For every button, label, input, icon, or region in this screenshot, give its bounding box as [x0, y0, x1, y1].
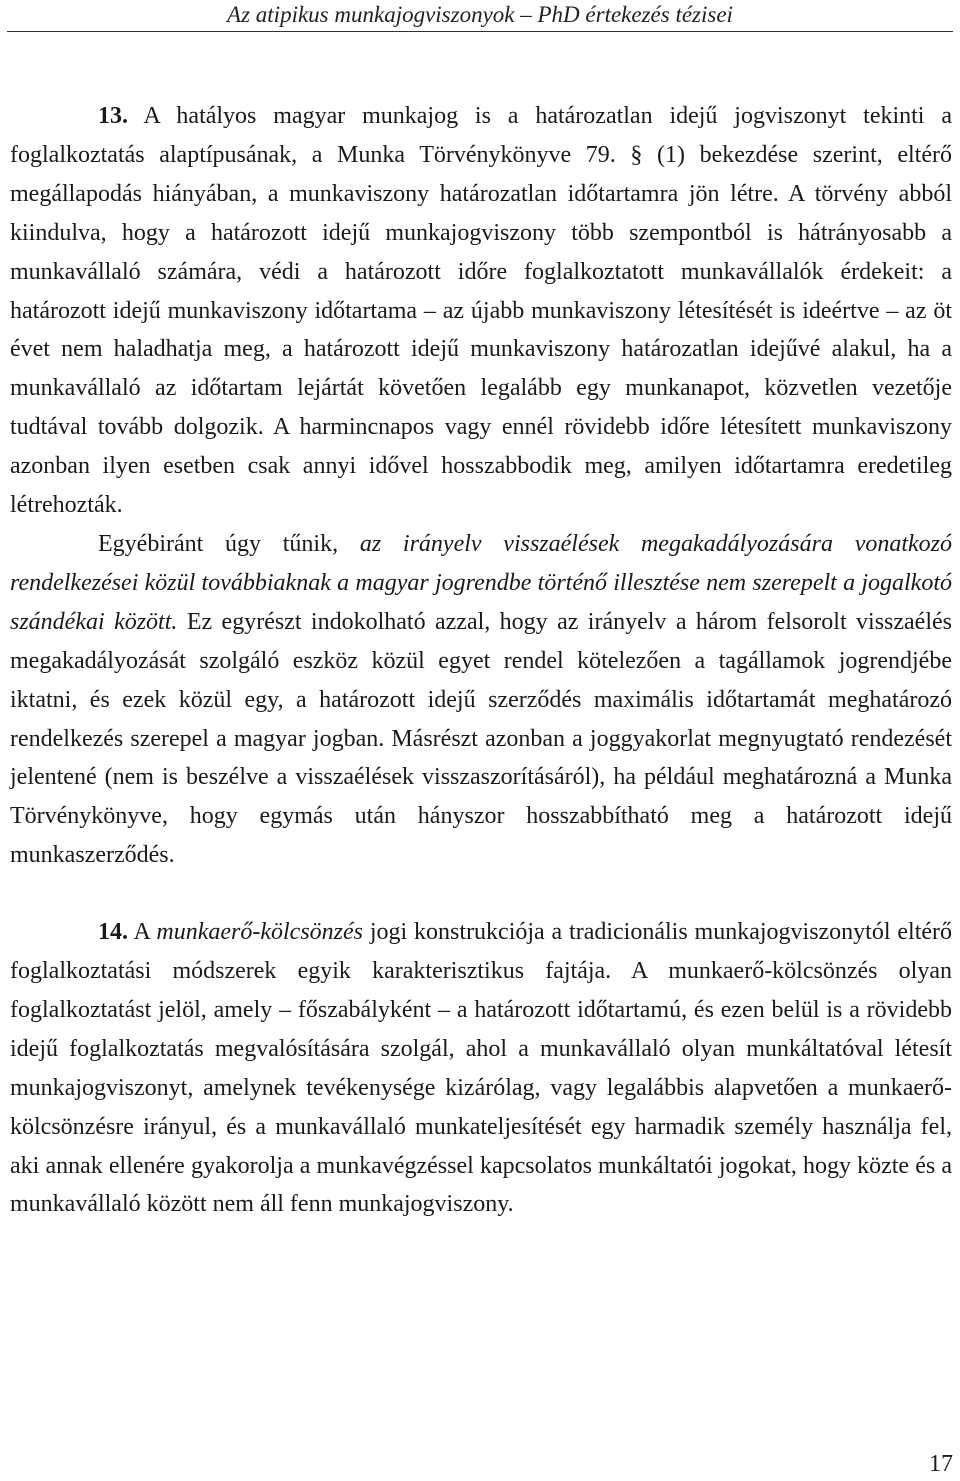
section-13-subparagraph — [10, 525, 952, 875]
section-14-paragraph — [10, 913, 952, 1224]
section-14-text-lead: A — [128, 919, 157, 946]
section-13-paragraph — [10, 97, 952, 875]
running-header — [0, 0, 960, 34]
section-13-text: A hatályos magyar munkajog is a határozatlan idejű jogviszonyt tekinti a foglalkoztatás alaptípusának, a Munka Törvénykönyve 79. § (1) bekezdése szerint, eltérő megállapodás hiányában, a munkaviszony határozatlan időtartamra jön létre. A törvény abból kiindulva, hogy a határozott idejű munkajogviszony több szempontból is hátrányosabb a munkavállaló számára, védi a határozott időre foglalkoztatott munkavállalók érdekeit: a határozott idejű munkaviszony időtartama – az újabb munkaviszony létesítését is ideértve – az öt évet nem haladhatja meg, a határozott idejű munkaviszony határozatlan idejűvé alakul, ha a munkavállaló az időtartam lejártát követően legalább egy munkanapot, közvetlen vezetője tudtával tovább dolgozik. A harmincnapos vagy ennél rövidebb időre létesített munkaviszony azonban ilyen esetben csak annyi idővel hosszabbodik meg, amilyen időtartamra eredetileg létrehozták. — [10, 103, 952, 519]
section-14-text: jogi konstrukciója a tradicionális munkajogviszonytól eltérő foglalkoztatási módszerek egyik karakterisztikus fajtája. A munkaerő-kölcsönzés olyan foglalkoztatást jelöl, amely – főszabályként – a határozott időtartamú, és ezen belül is a rövidebb idejű foglalkoztatás megvalósítására szolgál, ahol a munkavállaló olyan munkáltatóval létesít munkajogviszonyt, amelynek tevékenysége kizárólag, vagy legalábbis alapvetően a munkaerő-kölcsönzésre irányul, és a munkavállaló munkateljesítését egy harmadik személy használja fel, aki annak ellenére gyakorolja a munkavégzéssel kapcsolatos munkáltatói jogokat, hogy közte és a munkavállaló között nem áll fenn munkajogviszony. — [10, 919, 952, 1218]
header-title: Az atipikus munkajogviszonyok – PhD értekezés tézisei — [227, 2, 733, 27]
header-divider — [7, 31, 953, 32]
section-13-italic-emphasis: az irányelv visszaélések megakadályozására vonatkozó rendelkezései közül továbbiaknak a magyar jogrendbe történő illesztése nem szerepelt a jogalkotó szándékai között. — [10, 530, 952, 635]
section-13-text-lead: Egyébiránt úgy tűnik, — [98, 530, 360, 557]
page-number: 17 — [929, 1451, 953, 1477]
section-13-text-rest: Ez egyrészt indokolható azzal, hogy az irányelv a három felsorolt visszaélés megakadályozását szolgáló eszköz közül egyet rendel kötelezően a tagállamok jogrendjébe iktatni, és ezek közül egy, a határozott idejű szerződés maximális időtartamát meghatározó rendelkezés szerepel a magyar jogban. Másrészt azonban a joggyakorlat megnyugtató rendezését jelentené (nem is beszélve a visszaélések visszaszorításáról), ha például meghatározná a Munka Törvénykönyve, hogy egymás után hányszor hosszabbítható meg a határozott idejű munkaszerződés. — [10, 608, 952, 869]
section-number: 13. — [98, 103, 128, 129]
section-14-italic-term: munkaerő-kölcsönzés — [156, 919, 364, 946]
page-body — [10, 97, 952, 1224]
section-number: 14. — [98, 919, 128, 946]
